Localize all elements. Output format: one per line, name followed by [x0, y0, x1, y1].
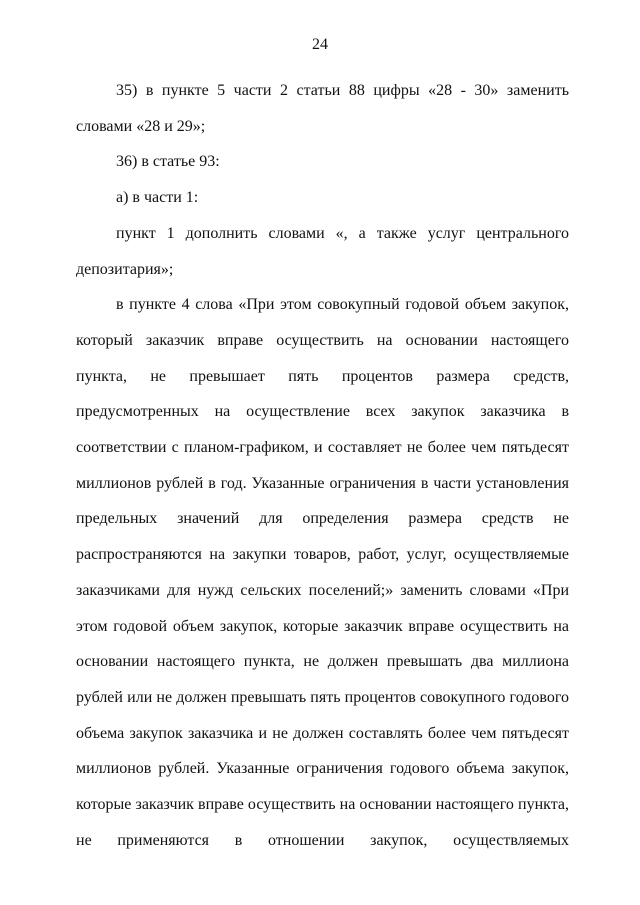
- page-number: 24: [312, 36, 328, 53]
- paragraph-36a: а) в части 1:: [116, 189, 199, 207]
- paragraph-36: 36) в статье 93:: [116, 153, 220, 171]
- document-body: [76, 73, 569, 858]
- paragraph-35: 35) в пункте 5 части 2 статьи 88 цифры «28 - 30» заменить словами «28 и 29»;: [76, 82, 569, 135]
- paragraph-point-4: в пункте 4 слова «При этом совокупный годовой объем закупок, который заказчик вправе осуществить на основании настоящего пункта, не превышает пять процентов размера средств, предусмотренных на осуществление всех закупок заказчика в соответствии с планом-графиком, и составляет не более чем пятьдесят миллионов рублей в год. Указанные ограничения в части установления предельных значений для определения размера средств не распространяются на закупки товаров, работ, услуг, осуществляемые заказчиками для нужд сельских поселений;» заменить словами «При этом годовой объем закупок, которые заказчик вправе осуществить на основании настоящего пункта, не должен превышать два миллиона рублей или не должен превышать пять процентов совокупного годового объема закупок заказчика и не должен составлять более чем пятьдесят миллионов рублей. Указанные ограничения годового объема закупок, которые заказчик вправе осуществить на основании настоящего пункта, не применяются в отношении закупок, осуществляемых: [76, 296, 569, 849]
- paragraph-point-1: пункт 1 дополнить словами «, а также услуг центрального депозитария»;: [76, 224, 569, 278]
